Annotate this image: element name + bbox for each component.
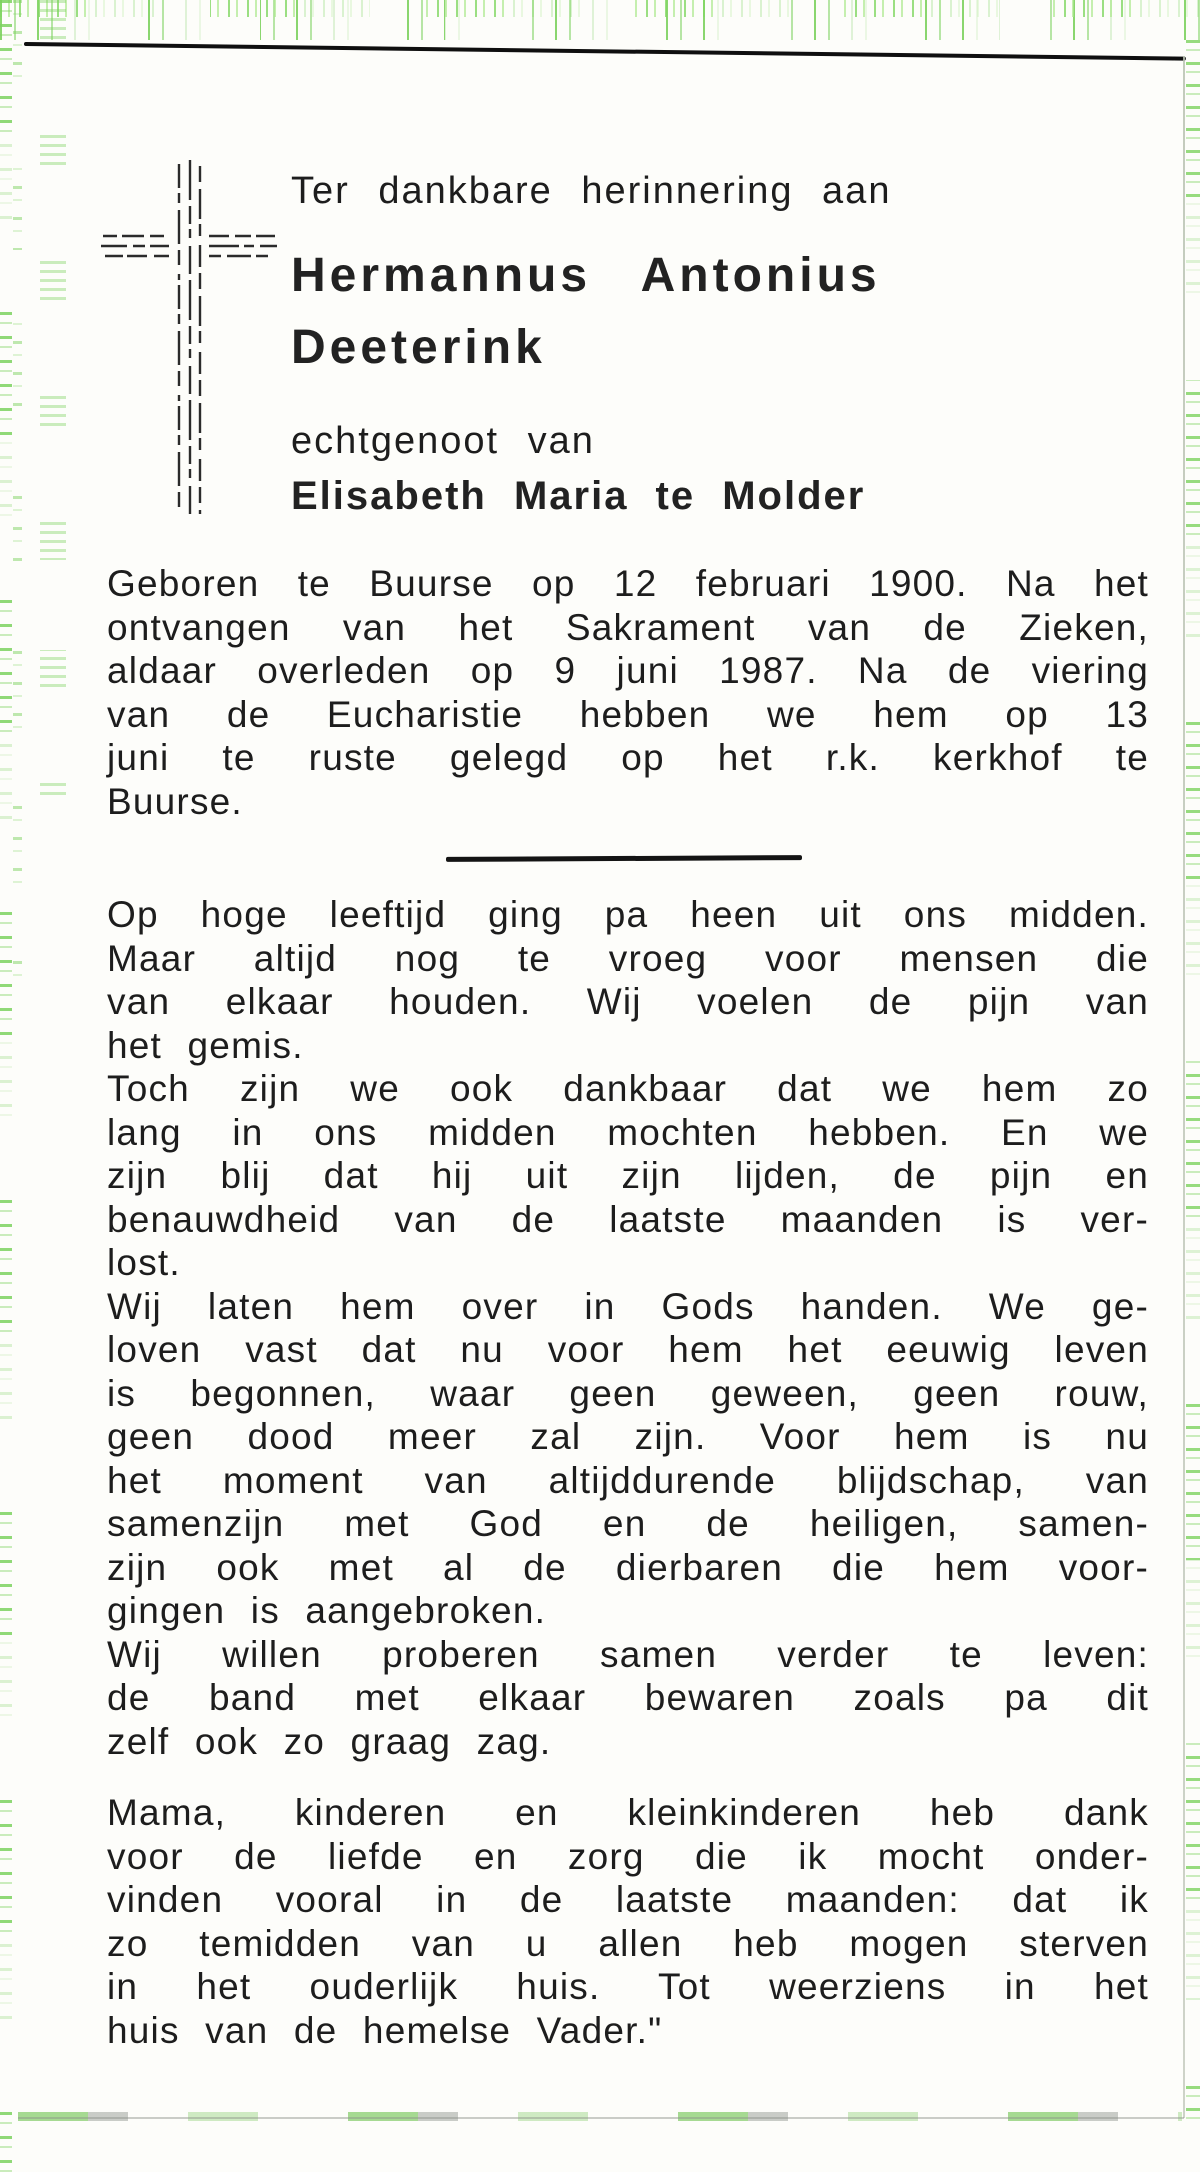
card-right-edge-line	[1183, 56, 1185, 2118]
text-line: Wij laten hem over in Gods handen. We ge-	[107, 1285, 1149, 1327]
deceased-name-line-2: Deeterink	[291, 321, 546, 374]
text-line: Op hoge leeftijd ging pa heen uit ons midden.	[107, 894, 1149, 935]
card-bottom-edge-line	[18, 2117, 1184, 2119]
cross-icon	[93, 156, 283, 524]
text-line: Maar altijd nog te vroeg voor mensen die	[107, 937, 1149, 979]
text-line: gingen is aangebroken.	[107, 1590, 547, 1631]
text-line: benauwdheid van de laatste maanden is ver-	[107, 1198, 1149, 1240]
body-text	[107, 562, 1149, 2052]
text-line: aldaar overleden op 9 juni 1987. Na de viering	[107, 650, 1149, 691]
text-line: samenzijn met God en de heiligen, samen-	[107, 1503, 1149, 1544]
text-line: lost.	[107, 1242, 181, 1283]
text-line: van elkaar houden. Wij voelen de pijn van	[107, 981, 1149, 1022]
paragraph-3	[107, 1285, 1149, 1633]
scan-noise-left	[0, 0, 12, 2172]
text-line: Mama, kinderen en kleinkinderen heb dank	[107, 1792, 1149, 1833]
text-line: zijn ook met al de dierbaren die hem voor-	[107, 1546, 1149, 1588]
text-line: zelf ook zo graag zag.	[107, 1720, 552, 1762]
scan-noise-right	[1186, 40, 1200, 2130]
text-line: zijn blij dat hij uit zijn lijden, de pijn en	[107, 1155, 1149, 1196]
spouse-intro-line: echtgenoot van	[291, 420, 595, 462]
text-line: Geboren te Buurse op 12 februari 1900. Na het	[107, 563, 1149, 604]
text-line: het gemis.	[107, 1024, 304, 1066]
text-line: lang in ons midden mochten hebben. En we	[107, 1111, 1149, 1153]
paragraph-4	[107, 1633, 1149, 1764]
text-line: zo temidden van u allen heb mogen sterven	[107, 1922, 1149, 1964]
text-line: geen dood meer zal zijn. Voor hem is nu	[107, 1416, 1149, 1457]
text-line: Toch zijn we ook dankbaar dat we hem zo	[107, 1068, 1149, 1109]
text-line: in het ouderlijk huis. Tot weerziens in het	[107, 1966, 1149, 2007]
scan-noise-left-inner	[13, 0, 22, 980]
paragraph-5	[107, 1791, 1149, 2052]
text-line: ontvangen van het Sakrament van de Zieken,	[107, 606, 1149, 648]
paragraph-2	[107, 1067, 1149, 1285]
text-line: Wij willen proberen samen verder te leven:	[107, 1633, 1149, 1675]
text-line: van de Eucharistie hebben we hem op 13	[107, 693, 1149, 735]
deceased-name	[291, 240, 881, 384]
text-line: voor de liefde en zorg die ik mocht onder-	[107, 1835, 1149, 1877]
memorial-line: Ter dankbare herinnering aan	[291, 170, 892, 212]
text-line: juni te ruste gelegd op het r.k. kerkhof te	[107, 737, 1149, 778]
text-line: huis van de hemelse Vader."	[107, 2009, 663, 2051]
card-top-edge-line	[24, 42, 1186, 61]
text-line: het moment van altijddurende blijdschap, van	[107, 1459, 1149, 1501]
text-line: is begonnen, waar geen geween, geen rouw,	[107, 1372, 1149, 1414]
scan-noise-left-sparse	[40, 0, 66, 800]
deceased-name-line-1: Hermannus Antonius	[291, 249, 881, 302]
intro-paragraph	[107, 562, 1149, 823]
text-line: Buurse.	[107, 780, 243, 822]
scan-noise-top-dense	[0, 0, 1200, 17]
paragraph-1	[107, 893, 1149, 1067]
text-line: de band met elkaar bewaren zoals pa dit	[107, 1677, 1149, 1718]
spouse-name: Elisabeth Maria te Molder	[291, 474, 866, 518]
text-line: vinden vooral in de laatste maanden: dat ik	[107, 1879, 1149, 1920]
divider-line	[446, 855, 802, 862]
text-line: loven vast dat nu voor hem het eeuwig leven	[107, 1329, 1149, 1370]
